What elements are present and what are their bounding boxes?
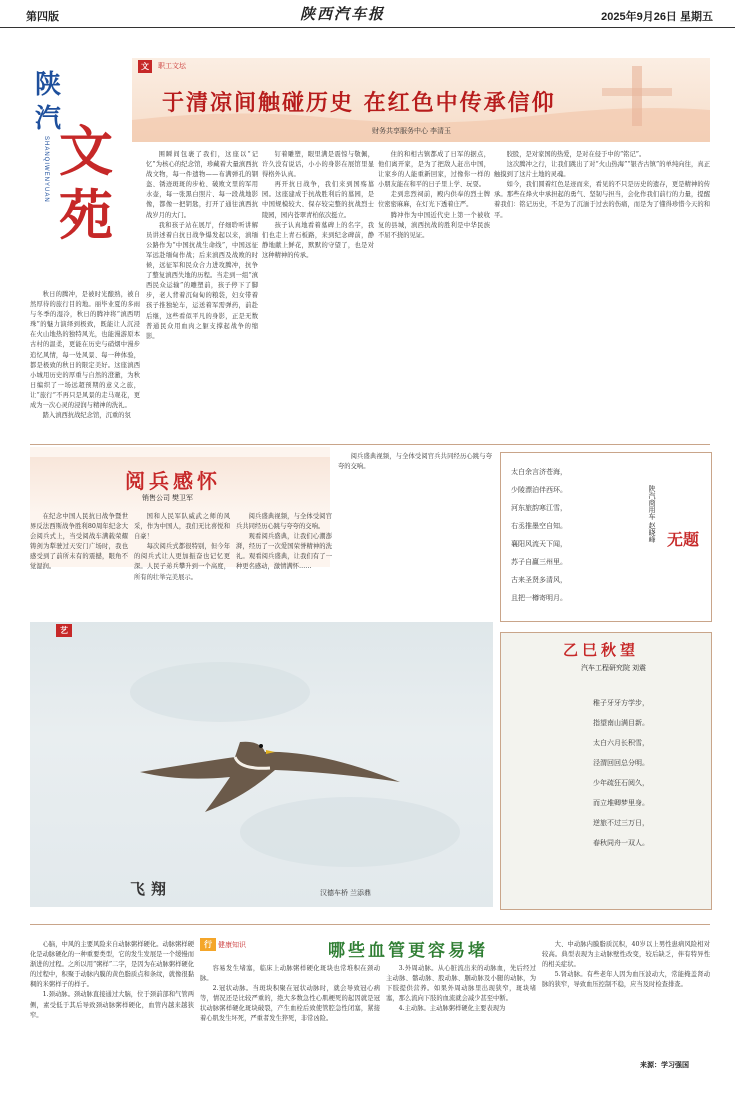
poem-title: 乙巳秋望 <box>563 641 640 659</box>
poem-line: 春秋同舟一双人。 <box>593 839 649 847</box>
feature-tag-label: 职工文坛 <box>158 63 186 70</box>
paragraph: 阅兵盛典视频，与全体受阅官兵共同经历心跳与夸夸的交响。 <box>338 453 492 471</box>
paragraph: 如今，我们圆着红色足迹而来，看见的不只是历史的遗存，更是精神的传承。那些在烽火中承担起的勇气、坚韧与担当，会化作我们前行的力量，提醒着我们：铭记历史，不是为了沉湎于过去的伤痛，而是为了懂得珍惜今天的和平。 <box>494 181 710 219</box>
poem-lines <box>593 693 649 853</box>
poem-line: 苏子自赢三州里。 <box>511 558 567 566</box>
page-header <box>0 0 735 28</box>
health-column-4 <box>542 940 710 1058</box>
reading-column-3 <box>236 512 332 612</box>
section-masthead <box>27 58 123 288</box>
paragraph: 秋日的腾冲，是被时光酿熟，被自然厚待的旅行目的地。丽毕业夏的多雨与冬季的湿冷，秋日的腾冲将“滇西明珠”的魅力演绎到极致，既能让人沉浸在火山地热的独特风光，也能漫游原本古村的温柔，更能在历史与硝烟中漫步追忆风情，每一处风景、每一种体验，都是极致的秋日的限定美好。这座滇西小城用历史的厚重与自然的澄澈，为秋日编织了一场远超预期的意义之旅，让“旅行”不再只是风景的走马观花，更成为一次心灵的浸润与精神的洗礼。 <box>30 291 140 410</box>
poem-autumn <box>500 632 712 910</box>
masthead-char-3: 文 <box>59 119 113 183</box>
issue-date: 2025年9月26日 星期五 <box>601 11 713 23</box>
reading-column-4 <box>338 452 492 612</box>
masthead-char-2: 汽 <box>35 104 62 134</box>
poem-line: 且把一樽寄明月。 <box>511 594 567 602</box>
feature-title: 于清凉间触碰历史 在红色中传承信仰 <box>162 90 556 116</box>
page-number: 第四版 <box>26 11 59 23</box>
divider <box>30 924 710 925</box>
feature-column-4 <box>378 150 490 440</box>
health-source: 来源：学习强国 <box>640 1062 689 1069</box>
paragraph: 走到忠烈祠前，殿内供奉的烈士牌位密密麻麻，在灯光下透着庄严。 <box>378 191 490 209</box>
photo-caption: 飞翔 <box>130 880 173 898</box>
poem-author: 汽车工程研究院 刘震 <box>581 665 646 672</box>
paragraph: 观看阅兵盛典，让我们心潮澎湃，经历了一次爱国荣誉精神的洗礼。观看阅兵盛典，让我们有了一种更名感动，激情满怀…… <box>236 533 332 571</box>
poem-line: 右丞推墨空自知。 <box>511 522 567 530</box>
paragraph: 5.肾动脉。有些老年人因为血压波动大，常能掩盖肾动脉的狭窄，导致血压控制不稳，应当及时检查排查。 <box>542 971 710 989</box>
paragraph: 阅兵盛典视频，与全体受阅官兵共同经历心跳与夸夸的交响。 <box>236 513 332 531</box>
poem-line: 襄阳风流天下闻， <box>511 540 567 548</box>
photo-section <box>30 622 493 907</box>
paragraph: 4.主动脉。主动脉粥样硬化主要表现为 <box>398 1005 506 1013</box>
health-column-3 <box>386 964 536 1068</box>
feature-tag: 文 <box>138 60 152 73</box>
poem-line: 稚子牙牙方学步， <box>593 699 649 707</box>
feature-column-2 <box>146 150 258 440</box>
feature-byline: 财务共享服务中心 李清玉 <box>372 128 451 135</box>
reading-byline: 销售公司 樊卫军 <box>142 495 193 502</box>
paragraph: 在纪念中国人民抗日战争暨世界反法西斯战争胜利80周年纪念大会阅兵式上，当受阅战车满载荣耀铸剑为犁驶过天安门广场时，我也感受到了前所未有的震撼，眼角不觉湿润。 <box>30 513 128 571</box>
paragraph: 国和人民军队威武之师的风采，作为中国人，我们无比喜悦和自豪！ <box>134 513 230 541</box>
health-tag-label: 健康知识 <box>218 942 246 949</box>
paragraph: 3.外周动脉。从心脏流出来的动脉血，先后经过主动脉、髂动脉、股动脉、腘动脉及小腿的动脉，为下肢提供营养。如果外周动脉里出现狭窄，斑块堵塞，那么流向下肢的血流就会减少甚至中断。 <box>386 965 536 1003</box>
poem-lines <box>511 463 567 607</box>
paragraph: 踏入滇西抗战纪念馆，沉重的氛 <box>42 412 131 420</box>
reading-column-1 <box>30 512 128 612</box>
health-column-2 <box>200 964 380 1068</box>
masthead-char-4: 苑 <box>59 183 113 247</box>
poem-title: 无题 <box>667 530 700 549</box>
reading-column-2 <box>134 512 230 612</box>
paragraph: 每次阅兵式都很特别，但今年的阅兵式让人更加振奋也记忆更深。人民子弟兵攀升到一个高度，所有的壮举完美展示。 <box>134 543 230 581</box>
paragraph: 容易发生堵塞，临床上动脉粥样硬化斑块也常堆积在颈动脉。 <box>200 965 380 983</box>
paragraph: 孩子认真地看着墓碑上的名字，我们也走上青石板路，来到纪念碑前，静静地献上鲜花，默默的守望了，也是对这种精神的传承。 <box>262 221 374 259</box>
masthead-char-1: 陕 <box>35 70 62 100</box>
paragraph: 1.颈动脉。颈动脉直接通过大脑，位于颈前部和气管两侧，素受低于其后导致颈动脉粥样硬化，血管内越来越狭窄。 <box>30 991 194 1019</box>
health-tag: 行 <box>200 938 216 951</box>
poem-line: 河东旅韵寒江雪， <box>511 504 567 512</box>
paragraph: 我和孩子站在展厅，仔细聆听讲解员讲述着自抗日战争爆发起以来，滇缅公路作为“中国抗战生命线”，中国远征军远赴缅甸作战；后来滇西及战败的时候，远征军和民众合力进攻腾冲，抗争了整复滇西失地的历程。当走到一组“滇西民众运输”的雕塑前，孩子停下了脚步，老人背着沉甸甸的粮袋，妇女带着孩子推独轮车，运送着军需弹药，前赴后继，这些看似平凡的身影，正是无数普通民众用血肉之躯支撑起战争的缩影。 <box>146 221 258 340</box>
masthead-pinyin: SHANQIWENYUAN <box>43 136 49 203</box>
paragraph: 住的和相古镇都成了日军的据点，他们离开家，是为了把敌人赶出中国，让家乡的人能重新回家，过像你一样的小朋友能在和平的日子里上学、玩耍。 <box>378 151 490 189</box>
poem-line: 太白余言济苍海， <box>511 468 567 476</box>
divider <box>30 444 710 445</box>
paragraph: 这次腾冲之行，让我们跳出了对“火山热海”“银杏古镇”的单纯向往，真正触摸到了这片土地的灵魂。 <box>494 161 710 179</box>
paragraph: 心脑，中风的主要风险来自动脉粥样硬化。动脉粥样硬化是动脉硬化的一种重要类型，它的发生发展是一个缓慢而渐进的过程。之所以用“粥样”二字，是因为在动脉粥样硬化的过程中，积聚于动脉内膜的黄色脂质点和条纹，就像很黏稠的米粥样子的样子。 <box>30 941 194 989</box>
reading-title: 阅兵感怀 <box>125 469 221 493</box>
poem-line: 古来圣贤多清风， <box>511 576 567 584</box>
paragraph: 围瞬间包裹了我们，这座以“记忆”为核心的纪念馆，珍藏着大量滇西抗战文物，每一件遗物——布满弹孔的钢盔、锈迹斑斑的步枪、破败文里的军用水壶，每一张黑白照片、每一段战地影像，都像一把钥匙，打开了通往滇西抗战岁月的大门。 <box>146 151 258 219</box>
photo-credit: 汉德车桥 兰添鼎 <box>320 890 371 897</box>
poem-line: 少陵漂泊伴西环。 <box>511 486 567 494</box>
photo-tag: 艺 <box>56 624 72 637</box>
poem-line: 而立堆卿梦里身。 <box>593 799 649 807</box>
bird-photo <box>30 622 493 907</box>
poem-line: 少年疏狂石阅久， <box>593 779 649 787</box>
feature-column-5 <box>494 150 710 440</box>
health-title: 哪些血管更容易堵 <box>328 941 488 961</box>
paragraph: 大、中动脉内膜脂质沉积，40岁以上男性患病风险相对较高。典型表现为主动脉壁性改变，较后缺乏，伴有特异性的相关症状。 <box>542 941 710 969</box>
paragraph: 腾冲作为中国近代史上第一个被收复的县城，滇西抗战的胜利是中华民族不屈不挠的见证。 <box>378 211 490 239</box>
paper-name: 陕西汽车报 <box>300 5 386 23</box>
feature-column-3 <box>262 150 374 440</box>
paragraph: 再开抗日战争，我们来到国殇墓园。这座建成于抗战胜利后的墓园，是中国规模较大、保存较完整的抗战烈士陵园，园内苍翠青柏依次挺立。 <box>262 181 374 219</box>
paragraph: 钉着雕塑，眼里满是震惊与敬佩，许久没有说话，小小的身影在展馆里显得格外认真。 <box>262 151 374 179</box>
poem-line: 指望南山满目新。 <box>593 719 649 727</box>
paragraph: 2.冠状动脉。当斑块积聚在冠状动脉时，就会导致冠心病等，情况还是比较严重的，绝大多数急性心肌梗死的起因就是冠状动脉粥样硬化斑块破裂，产生血栓后致使管腔急性闭塞，紧接着心肌发生坏死，严重者发生猝死，非常凶险。 <box>200 985 380 1023</box>
poem-author: 陕汽商用车 赵晓峰 <box>648 485 655 543</box>
poem-untitled <box>500 452 712 622</box>
poem-line: 泾渭回回总分明。 <box>593 759 649 767</box>
poem-line: 逆旅不过三万日， <box>593 819 649 827</box>
feature-column-1 <box>30 290 140 440</box>
poem-line: 太白六月长积雪， <box>593 739 649 747</box>
paragraph: 胶股，是对家国的热爱，是对在侵于中的“铭记”。 <box>506 151 646 158</box>
health-column-1 <box>30 940 194 1068</box>
